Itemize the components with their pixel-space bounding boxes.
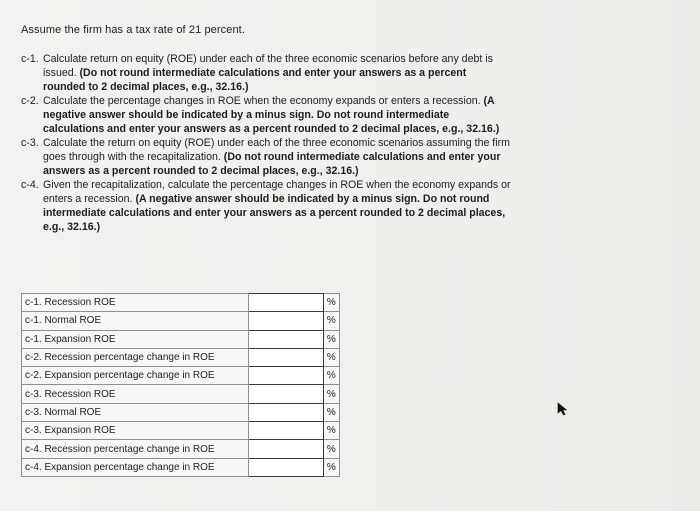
answer-input-cell[interactable] [248, 312, 323, 330]
answer-table [21, 293, 340, 477]
answer-input-cell[interactable] [248, 403, 323, 421]
answer-input-cell[interactable] [248, 458, 323, 476]
question-c2 [21, 94, 511, 136]
question-number: c-1. [21, 53, 39, 65]
table-row [22, 367, 340, 385]
table-row [22, 422, 340, 440]
row-label: c-3. Recession ROE [22, 385, 249, 403]
question-text: Calculate return on equity (ROE) under each of the three economic scenarios before any debt is issued. [43, 53, 493, 79]
answer-input[interactable] [249, 441, 323, 457]
answer-input-cell[interactable] [248, 422, 323, 440]
percent-unit: % [323, 440, 339, 458]
question-instruction: (A negative answer should be indicated by a minus sign. Do not round intermediate calculations and enter your answers as a percent rounded to 2 decimal places, e.g., 32.16.) [43, 95, 500, 135]
percent-unit: % [323, 422, 339, 440]
question-number: c-4. [21, 179, 39, 191]
table-row [22, 403, 340, 421]
question-number: c-3. [21, 137, 39, 149]
percent-unit: % [323, 458, 339, 476]
question-instruction: (Do not round intermediate calculations and enter your answers as a percent rounded to 2 decimal places, e.g., 32.16.) [43, 67, 467, 93]
row-label: c-4. Recession percentage change in ROE [22, 440, 249, 458]
row-label: c-4. Expansion percentage change in ROE [22, 458, 249, 476]
answer-input[interactable] [249, 368, 323, 384]
question-c1 [21, 52, 511, 94]
answer-input-cell[interactable] [248, 440, 323, 458]
question-text: Calculate the percentage changes in ROE when the economy expands or enters a recession. [43, 95, 484, 107]
answer-input[interactable] [249, 404, 323, 420]
percent-unit: % [323, 312, 339, 330]
row-label: c-2. Recession percentage change in ROE [22, 348, 249, 366]
answer-input[interactable] [249, 459, 323, 475]
question-instruction: (A negative answer should be indicated by a minus sign. Do not round intermediate calculations and enter your answers as a percent rounded to 2 decimal places, e.g., 32.16.) [43, 193, 506, 233]
question-c4 [21, 178, 511, 234]
percent-unit: % [323, 348, 339, 366]
row-label: c-1. Recession ROE [22, 294, 249, 312]
question-c3 [21, 136, 511, 178]
table-row [22, 312, 340, 330]
table-row [22, 330, 340, 348]
percent-unit: % [323, 294, 339, 312]
percent-unit: % [323, 330, 339, 348]
answer-input[interactable] [249, 386, 323, 402]
row-label: c-2. Expansion percentage change in ROE [22, 367, 249, 385]
table-row [22, 385, 340, 403]
question-text: Given the recapitalization, calculate the percentage changes in ROE when the economy expands or enters a recession. [43, 179, 511, 205]
table-row [22, 458, 340, 476]
table-row [22, 348, 340, 366]
answer-input[interactable] [249, 423, 323, 439]
question-number: c-2. [21, 95, 39, 107]
answer-input-cell[interactable] [248, 367, 323, 385]
answer-input[interactable] [249, 350, 323, 366]
table-row [22, 294, 340, 312]
percent-unit: % [323, 403, 339, 421]
answer-input-cell[interactable] [248, 330, 323, 348]
question-instruction: (Do not round intermediate calculations and enter your answers as a percent rounded to 2 decimal places, e.g., 32.16.) [43, 151, 501, 177]
mouse-pointer-icon [557, 402, 569, 416]
answer-input-cell[interactable] [248, 385, 323, 403]
answer-input[interactable] [249, 331, 323, 347]
row-label: c-1. Normal ROE [22, 312, 249, 330]
answer-input[interactable] [249, 295, 323, 311]
question-list [21, 52, 511, 234]
question-text: Calculate the return on equity (ROE) under each of the three economic scenarios assuming the firm goes through with the recapitalization. [43, 137, 510, 163]
percent-unit: % [323, 367, 339, 385]
table-row [22, 440, 340, 458]
answer-input-cell[interactable] [248, 294, 323, 312]
intro-text: Assume the firm has a tax rate of 21 percent. [21, 24, 245, 36]
answer-input[interactable] [249, 313, 323, 329]
row-label: c-1. Expansion ROE [22, 330, 249, 348]
row-label: c-3. Expansion ROE [22, 422, 249, 440]
answer-input-cell[interactable] [248, 348, 323, 366]
row-label: c-3. Normal ROE [22, 403, 249, 421]
percent-unit: % [323, 385, 339, 403]
